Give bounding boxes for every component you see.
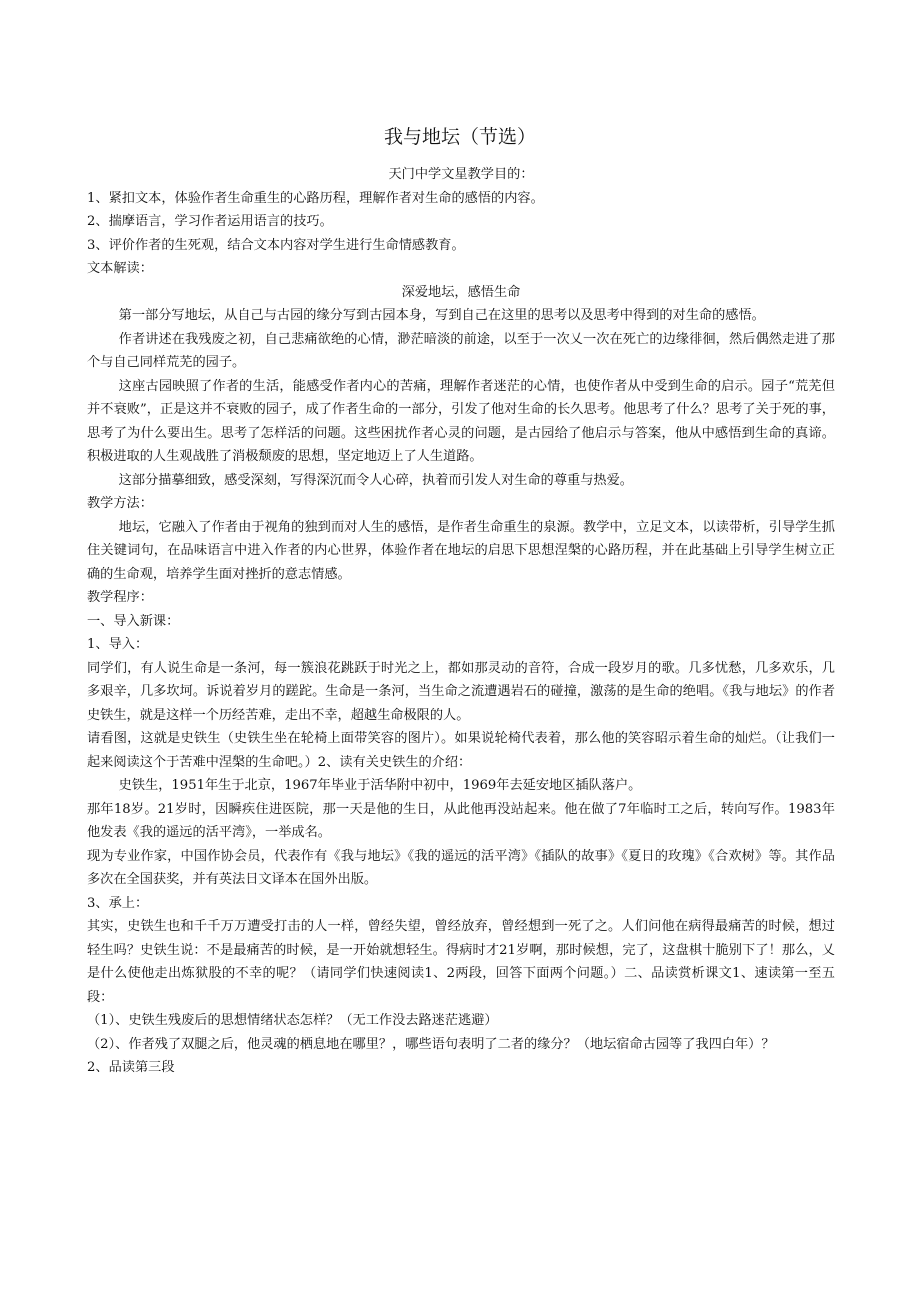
document-title: 我与地坛（节选） — [383, 126, 536, 148]
paragraph: 这部分描摹细致，感受深刻，写得深沉而令人心碎，执着而引发人对生命的尊重与热爱。 — [118, 472, 633, 488]
goal-item: 2、揣摩语言，学习作者运用语言的技巧。 — [87, 214, 333, 229]
document-body — [87, 163, 835, 1080]
subsection-heading: 1、导入： — [87, 637, 149, 652]
question-item: （2）、作者残了双腿之后，他灵魂的栖息地在哪里？，哪些语句表明了二者的缘分？（地坛宿命古园等了我四白年）？ — [87, 1036, 775, 1052]
paragraph: 同学们，有人说生命是一条河，每一簇浪花跳跃于时光之上，都如那灵动的音符，合成一段岁月的歌。几多忧愁，几多欢乐，几多艰辛，几多坎坷。诉说着岁月的蹉跎。生命是一条河，当生命之流遭遇岩石的碰撞，激荡的是生命的绝唱。《我与地坛》的作者史铁生，就是这样一个历经苦难，走出不幸，超越生命极限的人。 — [87, 660, 835, 723]
paragraph: 那年18岁。21岁时，因瞬疾住进医院，那一天是他的生日，从此他再没站起来。他在做了7年临时工之后，转向写作。1983年他发表《我的遥远的活平湾》，一举成名。 — [87, 801, 835, 840]
paragraph: 史铁生，1951年生于北京，1967年毕业于活华附中初中，1969年去延安地区插队落户。 — [118, 778, 642, 793]
section-heading-procedure: 教学程序： — [87, 590, 153, 605]
paragraph: 第一部分写地坛，从自己与古园的缘分写到古园本身，写到自己在这里的思考以及思考中得到的对生命的感悟。 — [118, 308, 765, 323]
paragraph: 作者讲述在我残废之初，自己悲痛欲绝的心情，渺茫暗淡的前途，以至于一次乂一次在死亡的边缘徘徊，然后偶然走进了那个与自己同样荒芜的园子。 — [87, 331, 835, 370]
section-heading: 一、导入新课： — [87, 613, 180, 629]
analysis-subtitle: 深爱地坛，感悟生命 — [401, 284, 521, 300]
section-heading-method: 教学方法： — [87, 496, 153, 511]
goal-item: 3、评价作者的生死观，结合文本内容对学生进行生命情感教育。 — [87, 237, 465, 253]
paragraph: 其实，史铁生也和千千万万遭受打击的人一样，曾经失望，曾经放弃，曾经想到一死了之。人们问他在病得最痛苦的时候，想过轻生吗？史铁生说：不是最痛苦的时候，是一开始就想轻生。得病时才21岁啊，那时候想，完了，这盘棋十脆别下了！那么，乂是什么使他走出炼狱股的不幸的呢？（请同学们快速阅读1、2两段，回答下面两个问题。）二、品读赏析课文1、速读第一至五段： — [87, 919, 835, 1005]
section-heading-text-analysis: 文本解读： — [87, 261, 153, 276]
paragraph: 地坛，它融入了作者由于视角的独到而对人生的感悟，是作者生命重生的泉源。教学中，立足文本，以读带析，引导学生抓住关键词句，在品味语言中进入作者的内心世界，体验作者在地坛的启思下思想涅槃的心路历程，并在此基础上引导学生树立正确的生命观，培养学生面对挫折的意志情感。 — [87, 519, 835, 582]
goal-item: 1、紧扣文本，体验作者生命重生的心路历程，理解作者对生命的感悟的内容。 — [87, 190, 544, 206]
question-item: （1）、史铁生残废后的思想情绪状态怎样？（无工作没去路迷茫逃避） — [87, 1013, 498, 1028]
author-line: 天门中学文星教学目的： — [388, 167, 534, 182]
paragraph: 现为专业作家，中国作协会员，代表作有《我与地坛》《我的遥远的活平湾》《插队的故事》《夏日的玫瑰》《合欢树》等。其作品多次在全国获奖，并有英法日文译本在国外出版。 — [87, 848, 835, 887]
paragraph: 这座古园映照了作者的生活，能感受作者内心的苦痛，理解作者迷茫的心情，也使作者从中受到生命的启示。园子“荒芜但并不衰败”，正是这并不衰败的园子，成了作者生命的一部分，引发了他对生命的长久思考。他思考了什么？思考了关于死的事，思考了为什么要出生。思考了怎样活的问题。这些困扰作者心灵的问题，是古园给了他启示与答案，他从中感悟到生命的真谛。积极进取的人生观战胜了消极颓废的思想，坚定地迈上了人生道路。 — [87, 378, 835, 464]
paragraph: 请看图，这就是史铁生（史铁生坐在轮椅上面带笑容的图片）。如果说轮椅代表着，那么他的笑容昭示着生命的灿烂。（让我们一起来阅读这个于苦难中涅槃的生命吧。）2、读有关史铁生的介绍： — [87, 731, 835, 770]
subsection-heading: 3、承上： — [87, 895, 149, 911]
subsection-heading: 2、品读第三段 — [87, 1060, 175, 1075]
